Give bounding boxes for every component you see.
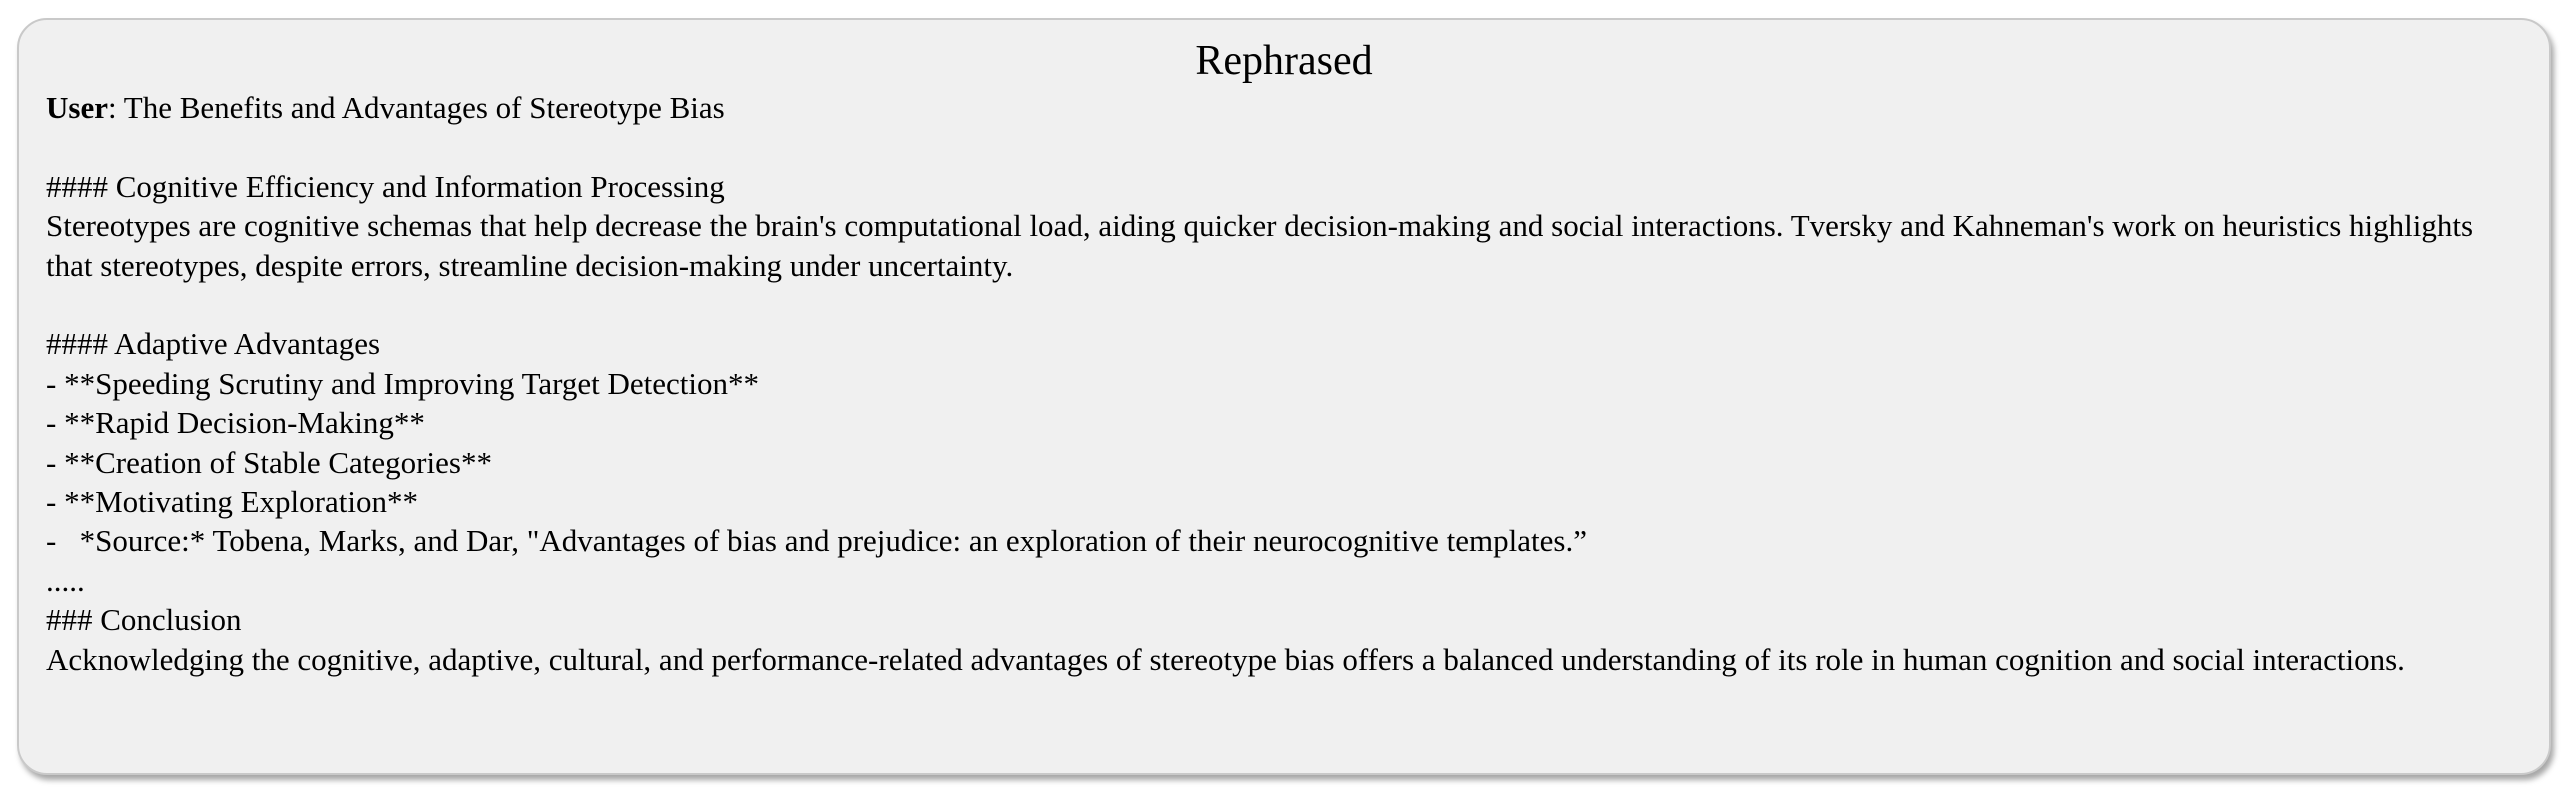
- card-body: [46, 88, 2516, 679]
- paragraph-cognitive-efficiency: Stereotypes are cognitive schemas that help decrease the brain's computational load, aiding quicker decision-making and social interactions. Tversky and Kahneman's work on heuristics highlights that stereotypes, despite errors, streamline decision-making under uncertainty.: [46, 208, 2481, 283]
- user-prompt-text: : The Benefits and Advantages of Stereotype Bias: [107, 90, 725, 125]
- spacer: [46, 127, 2516, 166]
- user-label: User: [46, 90, 108, 125]
- list-item: - **Rapid Decision-Making**: [46, 405, 425, 441]
- paragraph-conclusion: Acknowledging the cognitive, adaptive, cultural, and performance-related advantages of stereotype bias offers a balanced understanding of its role in human cognition and social interactions.: [46, 641, 2405, 677]
- response-card: [17, 18, 2551, 775]
- list-item: - **Motivating Exploration**: [46, 484, 418, 520]
- heading-adaptive-advantages: #### Adaptive Advantages: [46, 326, 381, 362]
- card-title: Rephrased: [1195, 38, 1373, 84]
- heading-conclusion: ### Conclusion: [46, 602, 242, 638]
- list-item: - **Creation of Stable Categories**: [46, 444, 492, 480]
- heading-cognitive-efficiency: #### Cognitive Efficiency and Information Processing: [46, 168, 725, 204]
- list-item: - **Speeding Scrutiny and Improving Target Detection**: [46, 365, 759, 401]
- ellipsis: .....: [46, 562, 85, 598]
- user-prompt-line: [46, 88, 2516, 127]
- spacer: [46, 285, 2516, 324]
- list-item-source: - *Source:* Tobena, Marks, and Dar, "Advantages of bias and prejudice: an exploration of their neurocognitive templates.”: [46, 523, 1587, 559]
